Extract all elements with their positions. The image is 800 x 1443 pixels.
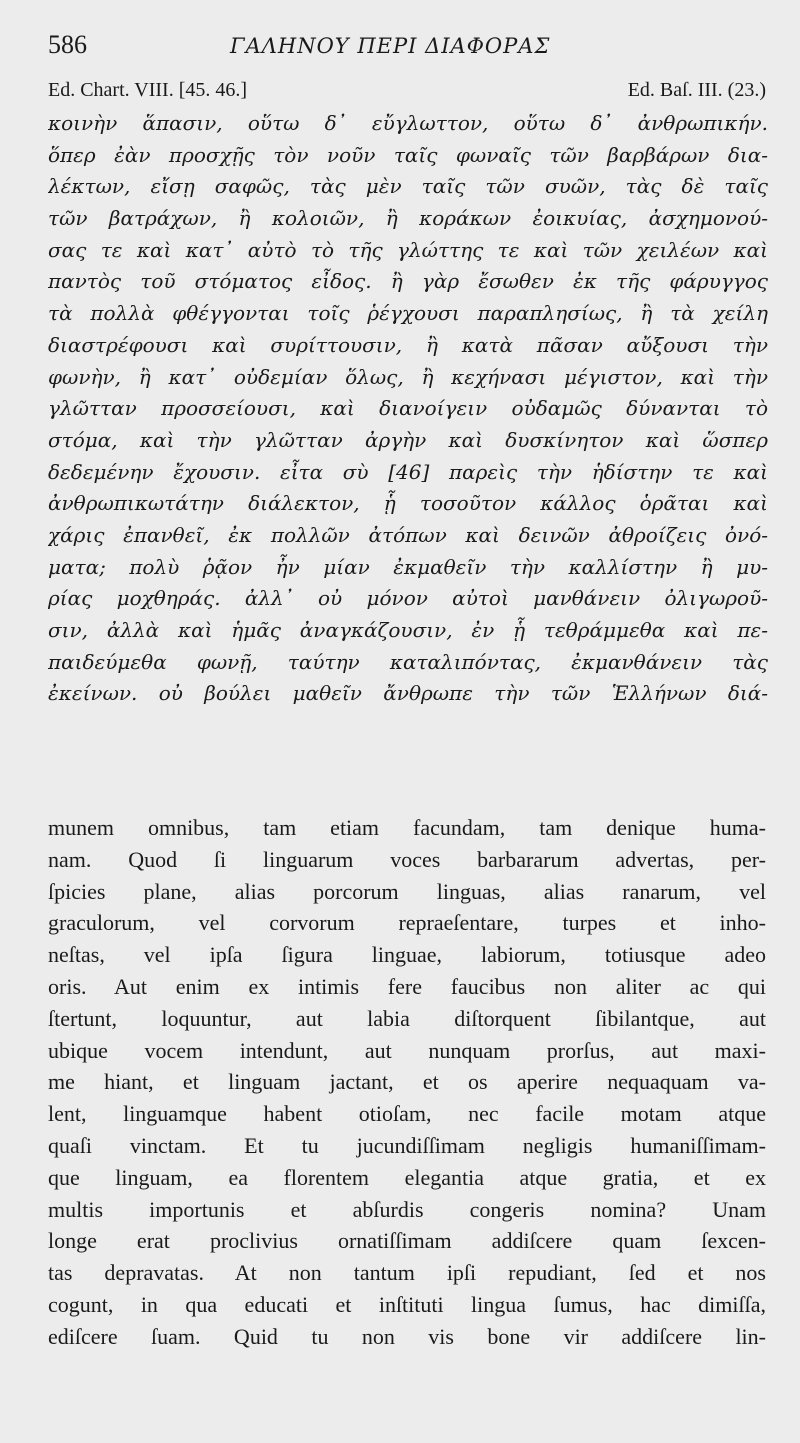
greek-line: ἐκείνων. οὐ βούλει μαθεῖν ἄνθρωπε τὴν τῶν Ἑλλήνων διά-: [48, 681, 768, 706]
latin-line: longe erat proclivius ornatiſſimam addiſcere quam ſexcen-: [48, 1228, 766, 1254]
latin-line: graculorum, vel corvorum repraeſentare, turpes et inho-: [48, 910, 766, 936]
running-head: [48, 30, 760, 66]
latin-line: cogunt, in qua educati et inſtituti lingua ſumus, hac dimiſſa,: [48, 1291, 766, 1317]
greek-line: τὰ πολλὰ φθέγγονται τοῖς ῥέγχουσι παραπλησίως, ἢ τὰ χείλη: [48, 301, 768, 326]
latin-line: multis importunis et abſurdis congeris nomina? Unam: [48, 1196, 766, 1222]
latin-line: quaſi vinctam. Et tu jucundiſſimam negligis humaniſſimam-: [48, 1132, 766, 1158]
greek-line: ἀνθρωπικωτάτην διάλεκτον, ᾗ τοσοῦτον κάλλος ὁρᾶται καὶ: [48, 491, 768, 516]
greek-line: κοινὴν ἅπασιν, οὕτω δ᾽ εὔγλωττον, οὕτω δ᾽ ἀνθρωπικήν.: [48, 111, 768, 135]
greek-line: διαστρέφουσι καὶ συρίττουσιν, ἢ κατὰ πᾶσαν αὔξουσι τὴν: [48, 332, 768, 357]
running-title: ΓΑΛΗΝΟΥ ΠΕΡΙ ΔΙΑΦΟΡΑΣ: [230, 34, 551, 58]
latin-line: lent, linguamque habent otioſam, nec facile motam atque: [48, 1101, 766, 1127]
greek-line: δεδεμένην ἔχουσιν. εἶτα σὺ [46] παρεὶς τὴν ἡδίστην τε καὶ: [48, 459, 768, 484]
latin-line: me hiant, et linguam jactant, et os aperire nequaquam va-: [48, 1069, 766, 1095]
latin-line: neſtas, vel ipſa ſigura linguae, labiorum, totiusque adeo: [48, 942, 766, 968]
edition-basel: Ed. Baſ. III. (23.): [627, 79, 766, 101]
page-number: 586: [48, 30, 87, 59]
latin-line: tas depravatas. At non tantum ipſi repudiant, ſed et nos: [48, 1260, 766, 1286]
latin-text-block: [48, 812, 766, 1353]
greek-line: παντὸς τοῦ στόματος εἶδος. ἢ γὰρ ἔσωθεν ἐκ τῆς φάρυγγος: [48, 269, 768, 294]
edition-references: [48, 79, 766, 105]
latin-line: que linguam, ea florentem elegantia atque gratia, et ex: [48, 1164, 766, 1190]
latin-line: oris. Aut enim ex intimis fere faucibus non aliter ac qui: [48, 973, 766, 999]
latin-line: ſtertunt, loquuntur, aut labia diſtorquent ſibilantque, aut: [48, 1005, 766, 1031]
edition-chartier: Ed. Chart. VIII. [45. 46.]: [48, 79, 248, 101]
greek-line: χάρις ἐπανθεῖ, ἐκ πολλῶν ἀτόπων καὶ δεινῶν ἀθροίζεις ὀνό-: [48, 522, 768, 547]
latin-line: munem omnibus, tam etiam facundam, tam denique huma-: [48, 815, 766, 840]
greek-line: ὅπερ ἐὰν προσχῇς τὸν νοῦν ταῖς φωναῖς τῶν βαρβάρων δια-: [48, 142, 768, 167]
greek-line: ρίας μοχθηράς. ἀλλ᾽ οὐ μόνον αὐτοὶ μανθάνειν ὀλιγωροῦ-: [48, 586, 768, 611]
greek-text-block: [48, 108, 768, 710]
latin-line: nam. Quod ſi linguarum voces barbararum advertas, per-: [48, 846, 766, 872]
greek-line: στόμα, καὶ τὴν γλῶτταν ἀργὴν καὶ δυσκίνητον καὶ ὥσπερ: [48, 427, 768, 452]
greek-line: σας τε καὶ κατ᾽ αὐτὸ τὸ τῆς γλώττης τε καὶ τῶν χειλέων καὶ: [48, 237, 768, 262]
latin-line: ſpicies plane, alias porcorum linguas, alias ranarum, vel: [48, 878, 766, 904]
greek-line: γλῶτταν προσσείουσι, καὶ διανοίγειν οὐδαμῶς δύνανται τὸ: [48, 396, 768, 421]
greek-line: σιν, ἀλλὰ καὶ ἡμᾶς ἀναγκάζουσιν, ἐν ᾗ τεθράμμεθα καὶ πε-: [48, 618, 768, 642]
greek-line: λέκτων, εἴσῃ σαφῶς, τὰς μὲν ταῖς τῶν συῶν, τὰς δὲ ταῖς: [48, 174, 768, 199]
latin-line: ediſcere ſuam. Quid tu non vis bone vir addiſcere lin-: [48, 1323, 766, 1349]
latin-line: ubique vocem intendunt, aut nunquam prorſus, aut maxi-: [48, 1037, 766, 1063]
greek-line: παιδεύμεθα φωνῇ, ταύτην καταλιπόντας, ἐκμανθάνειν τὰς: [48, 649, 768, 674]
greek-line: φωνὴν, ἢ κατ᾽ οὐδεμίαν ὅλως, ἢ κεχήνασι μέγιστον, καὶ τὴν: [48, 364, 768, 389]
greek-line: τῶν βατράχων, ἢ κολοιῶν, ἢ κοράκων ἐοικυίας, ἀσχημονού-: [48, 206, 768, 231]
greek-line: ματα; πολὺ ῥᾷον ἦν μίαν ἐκμαθεῖν τὴν καλλίστην ἢ μυ-: [48, 554, 768, 579]
